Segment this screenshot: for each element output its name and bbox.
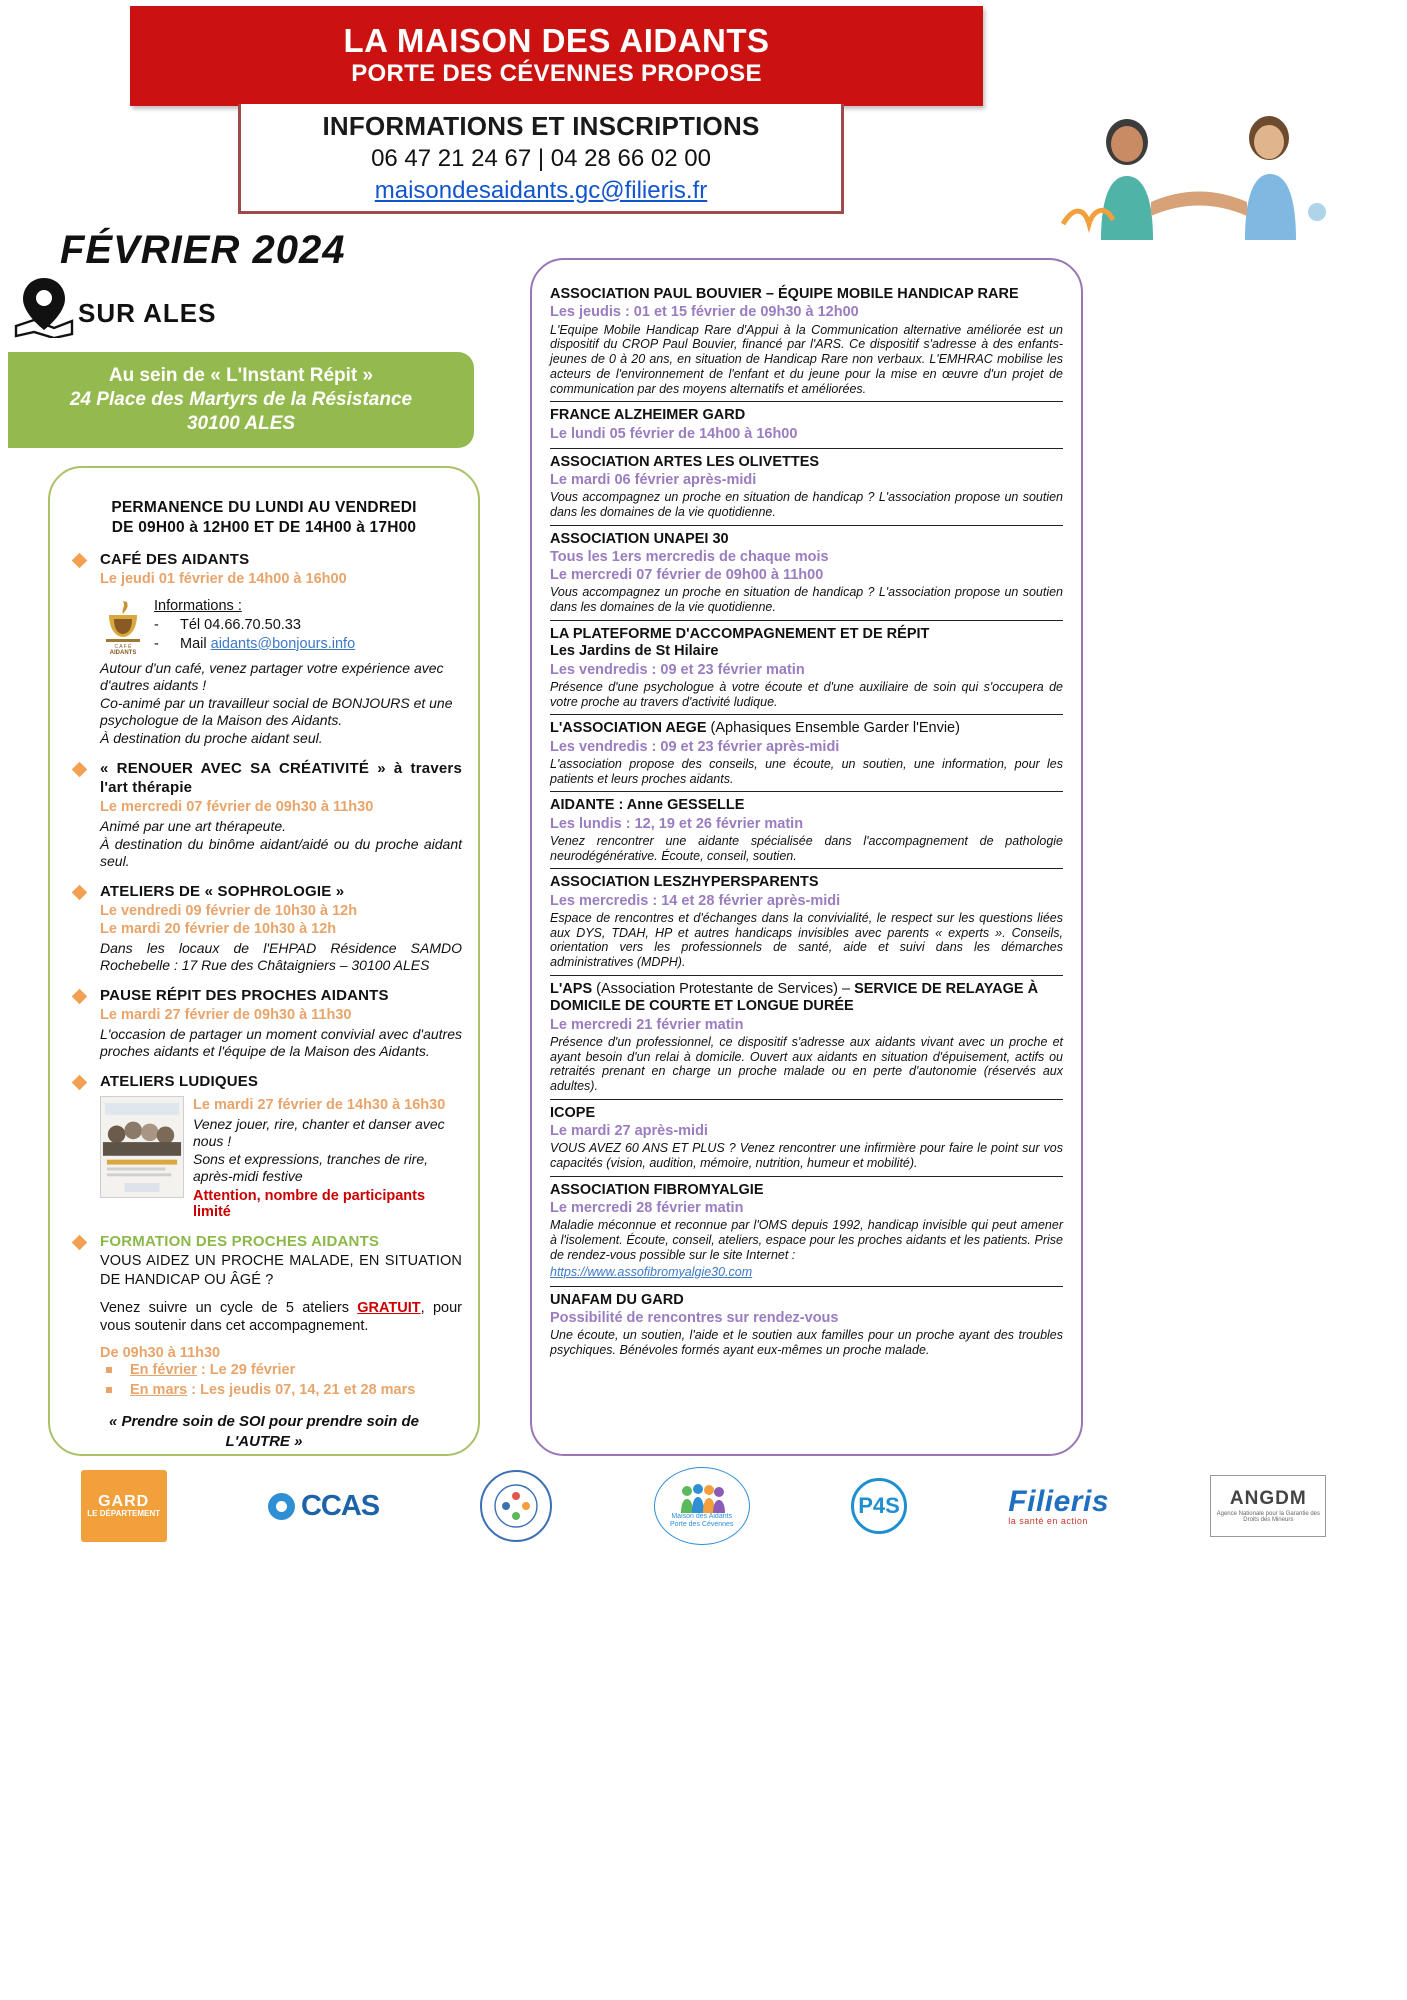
assoc-paul-bouvier (550, 286, 1063, 396)
assoc-desc: Présence d'un professionnel, ce dispositif s'adresse aux aidants vivant avec un proche et ayant besoin d'un relai à domicile. Ouvert aux aidants en situation d'épuisement, actifs ou retraités prenant en charge un proche malade ou en perte d'autonomie (réservés aux adultes). (550, 1034, 1063, 1094)
closing-quote (66, 1412, 462, 1451)
assoc-date: Le mardi 06 février après-midi (550, 472, 757, 489)
assoc-desc: Espace de rencontres et d'échanges dans la convivialité, le respect sur les questions liées aux DYS, TDAH, HP et autres handicaps invisibles avec parents « experts ». Conseils, orientation vers les professionnels de santé, aide et suivi dans les démarches administratives (MDPH). (550, 910, 1063, 970)
assoc-desc: Venez rencontrer une aidante spécialisée dans l'accompagnement de pathologie neurodégénérative. Écoute, conseil, soutien. (550, 833, 1063, 863)
event-cafe-des-aidants (66, 551, 462, 747)
logo-ccas (268, 1470, 379, 1542)
page-header (0, 0, 1407, 240)
assoc-date: Possibilité de rencontres sur rendez-vous (550, 1309, 839, 1326)
logo-p4s-text: P4S (851, 1478, 907, 1534)
cafe-des-aidants-logo-icon (100, 597, 146, 659)
assoc-title-suffix: (Aphasiques Ensemble Garder l'Envie) (706, 720, 960, 737)
contact-phones: 06 47 21 24 67 | 04 28 66 02 00 (371, 144, 711, 172)
event-desc-1: Autour d'un café, venez partager votre expérience avec d'autres aidants ! (100, 659, 444, 693)
permanence-line2: DE 09H00 à 12H00 ET DE 14H00 à 17H00 (111, 519, 417, 537)
assoc-title-part2: SERVICE DE RELAYAGE À DOMICILE DE COURTE ET LONGUE DURÉE (550, 980, 1039, 1015)
formation-title: FORMATION DES PROCHES AIDANTS (100, 1233, 380, 1251)
assoc-title: L'ASSOCIATION AEGE (550, 720, 707, 737)
org-title-line2: PORTE DES CÉVENNES PROPOSE (351, 60, 762, 88)
logo-filieris-sub: la santé en action (1008, 1515, 1088, 1526)
assoc-website-link[interactable]: https://www.assofibromyalgie30.com (550, 1264, 753, 1279)
assoc-date: Les vendredis : 09 et 23 février matin (550, 661, 805, 678)
assoc-desc: VOUS AVEZ 60 ANS ET PLUS ? Venez rencontrer une infirmière pour faire le point sur vos capacités (vision, audition, mémoire, nutrition, humeur et mobilité). (550, 1141, 1063, 1171)
city-label: SUR ALES (78, 298, 217, 328)
formation-hours: De 09h30 à 11h30 (100, 1345, 221, 1362)
logo-p4s (851, 1470, 907, 1542)
assoc-desc: Une écoute, un soutien, l'aide et le soutien aux familles pour un proche ayant des troubles psychiques. Bénévoles formés ayant eux-mêmes un proche malade. (550, 1328, 1063, 1357)
assoc-unafam-du-gard (550, 1286, 1063, 1358)
assoc-title: ICOPE (550, 1104, 596, 1121)
formation-para-b: , pour vous soutenir dans cet accompagnement. (100, 1299, 462, 1335)
title-banner (130, 6, 983, 106)
footer-logos (0, 1470, 1407, 1590)
assoc-date: Les mercredis : 14 et 28 février après-midi (550, 892, 841, 909)
cafe-info-block (100, 597, 462, 659)
assoc-title: UNAFAM DU GARD (550, 1291, 684, 1308)
svg-text:C A F É: C A F É (114, 643, 132, 650)
assoc-fibromyalgie (550, 1176, 1063, 1281)
cafe-contact-lines: Informations : - Tél 04.66.70.50.33 - Mail aidants@bonjours.info (154, 597, 356, 652)
logo-gard-sub: LE DÉPARTEMENT (87, 1509, 161, 1519)
assoc-plateforme-repit (550, 620, 1063, 709)
event-renouer-creativite (66, 760, 462, 870)
assoc-title: AIDANTE : Anne GESSELLE (550, 797, 745, 814)
info-heading: Informations : (154, 597, 242, 614)
assoc-desc: L'Equipe Mobile Handicap Rare d'Appui à la Communication alternative améliorée est un dispositif du CROP Paul Bouvier, financé par l'ARS. Ce dispositif s'adresse à des enfants-jeunes de 0 à 20 ans, en situation de Handicap Rare non verbaux. L'EMHRAC mobilise les acteurs de l'environnement de l'enfant et du jeune pour la mise en œuvre d'un projet de communication par des moyens alternatifs et améliorées. (550, 322, 1063, 396)
diamond-bullet-icon (72, 762, 88, 778)
event-desc-1: Animé par une art thérapeute. (100, 817, 287, 834)
logo-mda-text: Maison des Aidants (671, 1513, 733, 1521)
formation-bullet-mars (100, 1381, 462, 1401)
logo-angdm-sub: Agence Nationale pour la Garantie des Droits des Mineurs (1216, 1511, 1321, 1523)
logo-gard (81, 1470, 167, 1542)
event-date-2: Le mardi 20 février de 10h30 à 12h (100, 921, 337, 938)
assoc-date: Tous les 1ers mercredis de chaque mois (550, 549, 829, 566)
assoc-icope (550, 1099, 1063, 1171)
ateliers-ludiques-flyer-image (100, 1096, 184, 1198)
svg-text:AIDANTS: AIDANTS (109, 649, 137, 656)
logo-angdm-text: ANGDM (1229, 1488, 1307, 1509)
org-title-line1: LA MAISON DES AIDANTS (343, 22, 770, 60)
assoc-leszhypersparents (550, 868, 1063, 970)
assoc-title: L'APS (550, 980, 593, 997)
assoc-title: ASSOCIATION FIBROMYALGIE (550, 1181, 764, 1198)
assoc-date: Le lundi 05 février de 14h00 à 16h00 (550, 425, 798, 442)
assoc-date: Les vendredis : 09 et 23 février après-midi (550, 738, 840, 755)
diamond-bullet-icon (72, 1075, 88, 1091)
venue-line2: 24 Place des Martyrs de la Résistance (69, 388, 413, 410)
assoc-title: FRANCE ALZHEIMER GARD (550, 407, 746, 424)
logo-ccas-text: CCAS (300, 1489, 380, 1522)
contact-email-link[interactable]: maisondesaidants.gc@filieris.fr (374, 176, 708, 204)
assoc-subtitle: Les Jardins de St Hilaire (550, 643, 719, 660)
event-desc-1: Venez jouer, rire, chanter et danser avec nous ! (193, 1115, 445, 1149)
event-formation-proches-aidants (66, 1233, 462, 1400)
permanence-block (66, 498, 462, 538)
assoc-desc: Maladie méconnue et reconnue par l'OMS depuis 1992, handicap invisible qui peut amener à l'isolement. Écoute, conseil, ateliers, espace pour les proches aidants et les patients. Prise de rendez-vous possible sur le site Internet : (550, 1218, 1063, 1262)
logo-gard-text: GARD (98, 1492, 150, 1510)
event-ateliers-ludiques (66, 1073, 462, 1220)
assoc-title: ASSOCIATION UNAPEI 30 (550, 530, 729, 547)
event-title: ATELIERS LUDIQUES (100, 1073, 259, 1091)
event-desc-2: Sons et expressions, tranches de rire, après-midi festive (193, 1150, 429, 1185)
event-title: PAUSE RÉPIT DES PROCHES AIDANTS (100, 987, 389, 1005)
assoc-desc: Vous accompagnez un proche en situation de handicap ? L'association propose un soutien dans les domaines de la vie quotidienne. (550, 585, 1063, 615)
assoc-date: Le mardi 27 après-midi (550, 1123, 708, 1140)
event-date: Le jeudi 01 février de 14h00 à 16h00 (100, 571, 347, 588)
ludique-row (100, 1096, 462, 1220)
assoc-artes-les-olivettes (550, 448, 1063, 520)
assoc-france-alzheimer-gard (550, 401, 1063, 443)
permanence-line1: PERMANENCE DU LUNDI AU VENDREDI (111, 499, 417, 516)
event-title: CAFÉ DES AIDANTS (100, 551, 250, 569)
event-title: « RENOUER AVEC SA CRÉATIVITÉ » à travers l'art thérapie (100, 760, 462, 797)
diamond-bullet-icon (72, 553, 88, 569)
logo-association-circle (480, 1470, 552, 1542)
info-tel: Tél 04.66.70.50.33 (180, 616, 301, 633)
event-date: Le mardi 27 février de 09h30 à 11h30 (100, 1007, 352, 1024)
people-circle-icon (493, 1483, 539, 1529)
diamond-bullet-icon (72, 885, 88, 901)
assoc-date-2: Le mercredi 07 février de 09h00 à 11h00 (550, 567, 824, 584)
formation-bullet-fevrier (100, 1361, 462, 1381)
info-mail-link[interactable]: aidants@bonjours.info (210, 635, 356, 652)
assoc-aege (550, 714, 1063, 786)
square-bullet-icon (106, 1367, 112, 1373)
illustration-two-people (1055, 92, 1345, 240)
assoc-title: LA PLATEFORME D'ACCOMPAGNEMENT ET DE RÉPIT (550, 625, 930, 642)
event-desc-1: Dans les locaux de l'EHPAD Résidence SAMDO Rochebelle : 17 Rue des Châtaigniers – 30100 ALES (100, 940, 462, 974)
event-pause-repit (66, 987, 462, 1060)
assoc-desc: Vous accompagnez un proche en situation de handicap ? L'association propose un soutien dans les domaines de la vie quotidienne. (550, 490, 1063, 520)
bullet-label: En mars (130, 1381, 188, 1398)
assoc-aidante-anne-gesselle (550, 791, 1063, 863)
location-pin-icon (14, 276, 74, 338)
assoc-title: ASSOCIATION PAUL BOUVIER – ÉQUIPE MOBILE HANDICAP RARE (550, 286, 1019, 302)
event-date: Le mardi 27 février de 14h30 à 16h30 (193, 1096, 446, 1113)
event-desc-2: À destination du binôme aidant/aidé ou du proche aidant seul. (100, 835, 462, 869)
logo-filieris (1008, 1470, 1109, 1542)
assoc-title-suffix: (Association Protestante de Services) – (592, 980, 855, 997)
event-sophrologie (66, 883, 462, 975)
assoc-date: Le mercredi 21 février matin (550, 1016, 744, 1033)
info-mail-label: Mail (180, 635, 207, 652)
event-date: Le vendredi 09 février de 10h30 à 12h (100, 902, 358, 919)
logo-filieris-text: Filieris (1008, 1484, 1110, 1518)
assoc-desc: L'association propose des conseils, une écoute, un soutien, une information, pour les patients et leurs proches aidants. (550, 756, 1063, 786)
event-title: ATELIERS DE « SOPHROLOGIE » (100, 882, 345, 900)
assoc-date: Le mercredi 28 février matin (550, 1200, 744, 1217)
assoc-date: Les lundis : 12, 19 et 26 février matin (550, 815, 804, 832)
logo-maison-des-aidants (654, 1470, 750, 1542)
formation-paragraph (100, 1299, 462, 1337)
family-group-icon (678, 1483, 726, 1513)
event-desc-1: L'occasion de partager un moment convivial avec d'autres proches aidants et l'équipe de la Maison des Aidants. (100, 1026, 462, 1060)
logo-angdm (1210, 1470, 1326, 1542)
event-desc-3: À destination du proche aidant seul. (100, 730, 323, 747)
formation-question: VOUS AIDEZ UN PROCHE MALADE, EN SITUATION DE HANDICAP OU ÂGÉ ? (100, 1252, 462, 1288)
assoc-unapei-30 (550, 525, 1063, 615)
venue-line1: Au sein de « L'Instant Répit » (108, 364, 374, 386)
assoc-aps-relayage (550, 975, 1063, 1094)
logo-mda-sub: Porte des Cévennes (669, 1521, 734, 1528)
bullet-value: : Les jeudis 07, 14, 21 et 28 mars (187, 1381, 416, 1398)
assoc-title: ASSOCIATION ARTES LES OLIVETTES (550, 453, 820, 470)
left-panel (48, 466, 480, 1456)
quote-line2: L'AUTRE » (225, 1432, 303, 1450)
bullet-label: En février (130, 1362, 197, 1379)
venue-box (8, 352, 474, 448)
page-title: FÉVRIER 2024 (60, 228, 346, 272)
contact-heading: INFORMATIONS ET INSCRIPTIONS (322, 110, 760, 141)
event-date: Le mercredi 07 février de 09h30 à 11h30 (100, 798, 374, 815)
diamond-bullet-icon (72, 989, 88, 1005)
event-desc-2: Co-animé par un travailleur social de BONJOURS et une psychologue de la Maison des Aidants. (100, 695, 453, 729)
diamond-bullet-icon (72, 1235, 88, 1251)
contact-box (238, 104, 844, 214)
assoc-title: ASSOCIATION LESZHYPERSPARENTS (550, 874, 819, 891)
assoc-date: Les jeudis : 01 et 15 février de 09h30 à 12h00 (550, 304, 859, 321)
assoc-title-row (550, 720, 1063, 737)
square-bullet-icon (106, 1387, 112, 1393)
ccas-dot-icon (268, 1493, 295, 1520)
formation-para-a: Venez suivre un cycle de 5 ateliers (100, 1299, 358, 1316)
assoc-desc: Présence d'une psychologue à votre écoute et d'une auxiliaire de soin qui s'occupera de votre proche au travers d'activité ludique. (550, 679, 1063, 709)
event-warning: Attention, nombre de participants limité (193, 1188, 426, 1221)
quote-line1: « Prendre soin de SOI pour prendre soin de (108, 1413, 420, 1431)
bullet-value: : Le 29 février (196, 1362, 296, 1379)
venue-line3: 30100 ALES (186, 413, 296, 435)
right-panel (530, 258, 1083, 1456)
formation-gratuit-badge: GRATUIT (357, 1299, 421, 1316)
assoc-title-row (550, 981, 1063, 1016)
